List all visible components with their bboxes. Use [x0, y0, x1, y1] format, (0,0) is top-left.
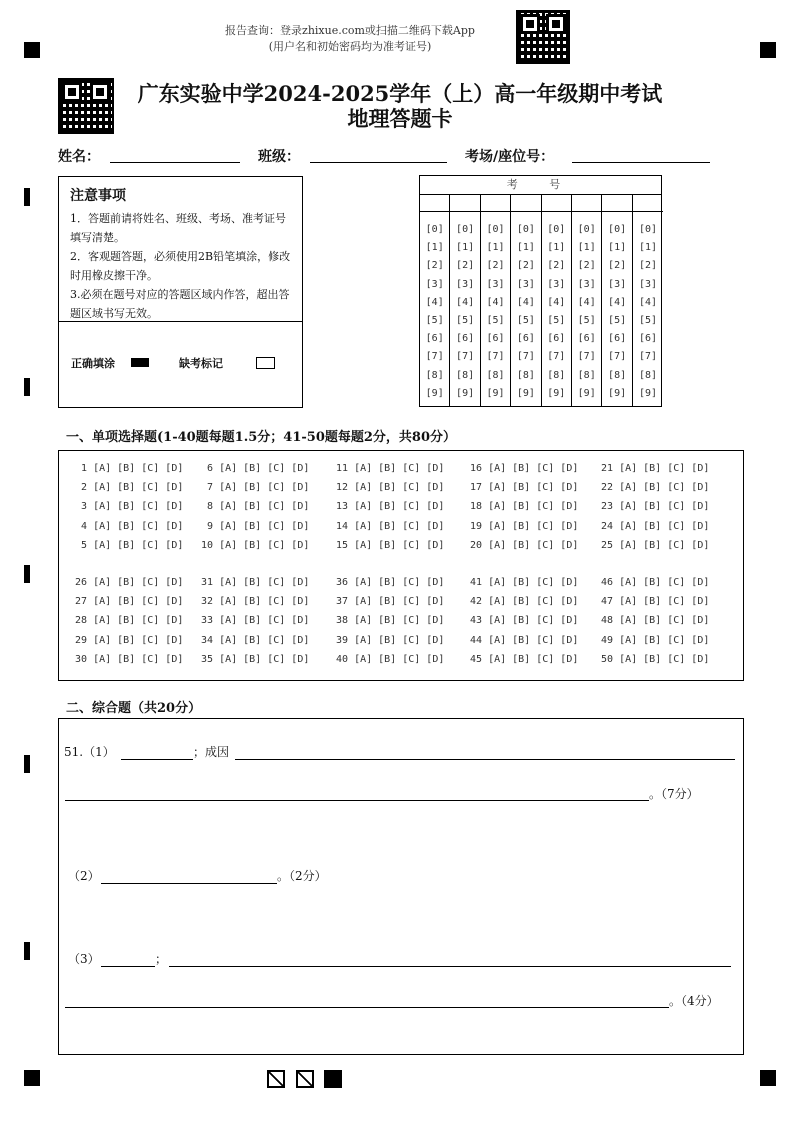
mc-question-row — [336, 615, 444, 626]
registration-mark-bottom-right — [760, 1070, 776, 1086]
exam-digit-bubble[interactable]: [0] — [486, 224, 505, 235]
exam-digit-bubble[interactable]: [1] — [516, 242, 535, 254]
mc-question-number: 1 — [75, 463, 94, 474]
mc-question-row — [75, 463, 183, 474]
q51-cause-label: ；成因 — [193, 745, 230, 759]
exam-digit-bubble[interactable]: [0] — [516, 224, 535, 235]
mc-option-bubbles[interactable]: [A] [B] [C] [D] — [354, 634, 445, 646]
exam-number-column — [572, 194, 602, 406]
mc-option-bubbles[interactable]: [A] [B] [C] [D] — [619, 482, 710, 494]
exam-digit-bubble[interactable]: [5] — [456, 315, 475, 326]
mc-question-number: 20 — [470, 539, 489, 551]
mc-option-bubbles[interactable]: [A] [B] [C] [D] — [219, 615, 310, 627]
name-field[interactable] — [110, 162, 240, 163]
mc-question-number: 24 — [601, 520, 620, 532]
exam-digit-bubble[interactable]: [1] — [456, 242, 475, 254]
exam-digit-bubble[interactable]: [3] — [516, 278, 535, 290]
mc-option-bubbles[interactable]: [A] [B] [C] [D] — [354, 539, 445, 551]
mc-question-number: 2 — [75, 482, 94, 494]
mc-question-row — [75, 596, 183, 607]
exam-digit-bubble[interactable]: [3] — [638, 278, 658, 290]
mc-option-bubbles[interactable]: [A] [B] [C] [D] — [93, 539, 184, 551]
mc-option-bubbles[interactable]: [A] [B] [C] [D] — [619, 539, 710, 551]
exam-digit-bubble[interactable]: [1] — [425, 242, 444, 254]
exam-number-write-cell[interactable] — [542, 194, 571, 212]
exam-digit-bubble[interactable]: [2] — [516, 260, 535, 272]
mc-option-bubbles[interactable]: [A] [B] [C] [D] — [93, 577, 184, 588]
mc-question-number: 16 — [470, 463, 489, 474]
mc-option-bubbles[interactable]: [A] [B] [C] [D] — [354, 520, 445, 532]
mc-question-row — [201, 482, 309, 493]
mc-question-number: 12 — [336, 482, 355, 494]
notice-item: 2．客观题答题，必须使用2B铅笔填涂，修改时用橡皮擦干净。 — [70, 250, 291, 282]
exam-digit-bubble[interactable]: [9] — [638, 387, 658, 399]
exam-number-column — [602, 194, 632, 406]
mc-question-number: 6 — [201, 463, 220, 474]
mc-question-row — [470, 577, 578, 588]
exam-number-column — [633, 194, 663, 406]
exam-digit-bubble[interactable]: [0] — [425, 224, 444, 235]
exam-digit-bubble[interactable]: [9] — [425, 387, 444, 399]
seat-label: 考场/座位号： — [465, 149, 555, 165]
mc-question-number: 19 — [470, 520, 489, 532]
mc-option-bubbles[interactable]: [A] [B] [C] [D] — [488, 634, 579, 646]
mc-option-bubbles[interactable]: [A] [B] [C] [D] — [93, 520, 184, 532]
exam-digit-bubble[interactable]: [0] — [638, 224, 658, 235]
exam-digit-bubble[interactable]: [6] — [547, 333, 566, 345]
mc-question-number: 26 — [75, 577, 94, 588]
mc-question-row — [75, 482, 183, 493]
q51-part2-label: （2） — [68, 869, 100, 883]
mc-question-row — [470, 615, 578, 626]
exam-digit-bubble[interactable]: [6] — [608, 333, 627, 345]
exam-digit-bubble[interactable]: [6] — [425, 333, 444, 345]
mc-option-bubbles[interactable]: [A] [B] [C] [D] — [219, 634, 310, 646]
mc-question-row — [470, 482, 578, 493]
page-subtitle: 地理答题卡 — [347, 106, 453, 131]
q51-score-2: 。（2分） — [277, 869, 327, 883]
mc-question-number: 15 — [336, 539, 355, 551]
mc-question-row — [601, 615, 709, 626]
mc-question-row — [470, 521, 578, 532]
exam-number-write-cell[interactable] — [481, 194, 510, 212]
mc-question-number: 18 — [470, 501, 489, 513]
mc-question-row — [336, 654, 444, 665]
mc-question-row — [336, 521, 444, 532]
mc-option-bubbles[interactable]: [A] [B] [C] [D] — [354, 482, 445, 494]
exam-digit-bubble[interactable]: [5] — [425, 315, 444, 326]
exam-digit-bubble[interactable]: [4] — [608, 296, 627, 308]
registration-mark-top-right — [760, 42, 776, 58]
filled-box-icon — [324, 1070, 342, 1088]
exam-digit-bubble[interactable]: [1] — [638, 242, 658, 254]
exam-digit-bubble[interactable]: [9] — [486, 387, 505, 399]
mc-option-bubbles[interactable]: [A] [B] [C] [D] — [488, 577, 579, 588]
mc-question-row — [201, 463, 309, 474]
mc-question-row — [470, 635, 578, 646]
mc-option-bubbles[interactable]: [A] [B] [C] [D] — [488, 482, 579, 494]
notice-box — [58, 176, 303, 408]
mc-question-number: 45 — [470, 653, 489, 665]
q51-part3-line-a[interactable] — [101, 966, 155, 967]
correct-fill-sample — [131, 358, 149, 367]
class-label: 班级： — [258, 149, 300, 165]
exam-digit-bubble[interactable]: [6] — [516, 333, 535, 345]
mc-option-bubbles[interactable]: [A] [B] [C] [D] — [219, 463, 310, 474]
mc-question-row — [75, 654, 183, 665]
exam-digit-bubble[interactable]: [8] — [425, 369, 444, 381]
class-field[interactable] — [310, 162, 447, 163]
mc-option-bubbles[interactable]: [A] [B] [C] [D] — [93, 482, 184, 494]
mc-option-bubbles[interactable]: [A] [B] [C] [D] — [219, 596, 310, 608]
exam-digit-bubble[interactable]: [9] — [516, 387, 535, 399]
exam-digit-bubble[interactable]: [3] — [577, 278, 596, 290]
mc-question-row — [336, 463, 444, 474]
exam-digit-bubble[interactable]: [8] — [608, 369, 627, 381]
mc-question-number: 29 — [75, 634, 94, 646]
mc-option-bubbles[interactable]: [A] [B] [C] [D] — [219, 482, 310, 494]
mc-option-bubbles[interactable]: [A] [B] [C] [D] — [488, 596, 579, 608]
exam-digit-bubble[interactable]: [4] — [577, 296, 596, 308]
mc-option-bubbles[interactable]: [A] [B] [C] [D] — [354, 596, 445, 608]
mc-question-row — [75, 577, 183, 588]
multiple-choice-box — [58, 450, 744, 681]
exam-digit-bubble[interactable]: [3] — [425, 278, 444, 290]
mc-question-number: 32 — [201, 596, 220, 608]
exam-digit-bubble[interactable]: [6] — [577, 333, 596, 345]
mc-question-number: 50 — [601, 653, 620, 665]
mc-option-bubbles[interactable]: [A] [B] [C] [D] — [354, 501, 445, 513]
report-query-note: 报告查询：登录zhixue.com或扫描二维码下载App — [225, 24, 475, 37]
exam-digit-bubble[interactable]: [5] — [608, 315, 627, 326]
mc-question-number: 43 — [470, 615, 489, 627]
absent-checkbox[interactable] — [256, 357, 275, 369]
exam-digit-bubble[interactable]: [5] — [547, 315, 566, 326]
mc-question-row — [75, 615, 183, 626]
mc-question-row — [601, 596, 709, 607]
mc-question-number: 31 — [201, 577, 220, 588]
q51-cause-line-2[interactable] — [65, 800, 649, 801]
exam-digit-bubble[interactable]: [0] — [608, 224, 627, 235]
mc-option-bubbles[interactable]: [A] [B] [C] [D] — [619, 615, 710, 627]
exam-digit-bubble[interactable]: [4] — [425, 296, 444, 308]
exam-digit-bubble[interactable]: [9] — [456, 387, 475, 399]
mc-option-bubbles[interactable]: [A] [B] [C] [D] — [488, 615, 579, 627]
absent-label: 缺考标记 — [179, 357, 223, 370]
mc-question-number: 49 — [601, 634, 620, 646]
mc-option-bubbles[interactable]: [A] [B] [C] [D] — [93, 615, 184, 627]
mc-question-row — [470, 654, 578, 665]
exam-number-write-cell[interactable] — [420, 194, 449, 212]
mc-question-number: 48 — [601, 615, 620, 627]
exam-digit-bubble[interactable]: [2] — [608, 260, 627, 272]
mc-question-row — [75, 540, 183, 551]
name-label: 姓名： — [58, 149, 100, 165]
exam-number-grid — [419, 175, 662, 407]
q51-part2-line[interactable] — [101, 883, 277, 884]
exam-number-column — [542, 194, 572, 406]
login-hint-note: (用户名和初始密码均为准考证号) — [268, 40, 432, 53]
mc-option-bubbles[interactable]: [A] [B] [C] [D] — [619, 577, 710, 588]
mc-option-bubbles[interactable]: [A] [B] [C] [D] — [619, 653, 710, 665]
mc-option-bubbles[interactable]: [A] [B] [C] [D] — [619, 501, 710, 513]
mc-question-number: 27 — [75, 596, 94, 608]
mc-question-row — [336, 635, 444, 646]
exam-digit-bubble[interactable]: [0] — [547, 224, 566, 235]
mc-question-row — [201, 654, 309, 665]
exam-number-column — [450, 194, 480, 406]
timing-mark — [24, 378, 30, 396]
exam-digit-bubble[interactable]: [5] — [486, 315, 505, 326]
exam-digit-bubble[interactable]: [2] — [547, 260, 566, 272]
exam-digit-bubble[interactable]: [7] — [608, 351, 627, 363]
q51-answer-line[interactable] — [121, 759, 193, 760]
notice-divider — [59, 321, 302, 322]
exam-digit-bubble[interactable]: [3] — [608, 278, 627, 290]
mc-question-row — [470, 463, 578, 474]
exam-digit-bubble[interactable]: [4] — [547, 296, 566, 308]
exam-digit-bubble[interactable]: [8] — [638, 369, 658, 381]
mc-question-row — [470, 596, 578, 607]
mc-option-bubbles[interactable]: [A] [B] [C] [D] — [354, 653, 445, 665]
q51-part3-label: （3） — [68, 952, 100, 966]
mc-question-number: 13 — [336, 501, 355, 513]
exam-digit-bubble[interactable]: [7] — [456, 351, 475, 363]
exam-digit-bubble[interactable]: [2] — [425, 260, 444, 272]
correct-fill-label: 正确填涂 — [71, 357, 115, 370]
section2-title: 二、综合题（共20分） — [66, 701, 202, 716]
mc-question-row — [470, 540, 578, 551]
q51-prefix: 51.（1） — [64, 745, 115, 759]
mc-option-bubbles[interactable]: [A] [B] [C] [D] — [219, 653, 310, 665]
exam-digit-bubble[interactable]: [4] — [456, 296, 475, 308]
q51-part3-separator: ； — [155, 952, 168, 966]
mc-question-number: 37 — [336, 596, 355, 608]
notice-item: 1．答题前请将姓名、班级、考场、准考证号填写清楚。 — [70, 212, 286, 244]
mc-option-bubbles[interactable]: [A] [B] [C] [D] — [354, 615, 445, 627]
exam-digit-bubble[interactable]: [1] — [577, 242, 596, 254]
mc-question-number: 17 — [470, 482, 489, 494]
exam-digit-bubble[interactable]: [5] — [577, 315, 596, 326]
q51-part3-line-b[interactable] — [169, 966, 731, 967]
mc-question-row — [601, 540, 709, 551]
exam-digit-bubble[interactable]: [6] — [456, 333, 475, 345]
exam-number-write-cell[interactable] — [450, 194, 479, 212]
mc-question-number: 11 — [336, 463, 355, 474]
mc-question-number: 22 — [601, 482, 620, 494]
mc-question-row — [201, 577, 309, 588]
page-title: 广东实验中学2024-2025学年（上）高一年级期中考试 — [137, 81, 663, 106]
exam-digit-bubble[interactable]: [5] — [516, 315, 535, 326]
mc-question-number: 28 — [75, 615, 94, 627]
exam-number-column — [511, 194, 541, 406]
mc-question-row — [601, 463, 709, 474]
exam-digit-bubble[interactable]: [8] — [456, 369, 475, 381]
exam-digit-bubble[interactable]: [7] — [638, 351, 658, 363]
mc-question-row — [601, 635, 709, 646]
comprehensive-answer-box — [58, 718, 744, 1055]
mc-question-row — [75, 635, 183, 646]
crossed-box-icon — [296, 1070, 314, 1088]
mc-question-row — [75, 521, 183, 532]
mc-question-number: 21 — [601, 463, 620, 474]
mc-option-bubbles[interactable]: [A] [B] [C] [D] — [93, 501, 184, 513]
exam-number-column — [481, 194, 511, 406]
mc-question-number: 3 — [75, 501, 94, 513]
mc-question-row — [201, 501, 309, 512]
mc-question-row — [601, 654, 709, 665]
mc-question-number: 40 — [336, 653, 355, 665]
exam-digit-bubble[interactable]: [7] — [577, 351, 596, 363]
mc-option-bubbles[interactable]: [A] [B] [C] [D] — [488, 539, 579, 551]
timing-mark — [24, 755, 30, 773]
exam-digit-bubble[interactable]: [6] — [638, 333, 658, 345]
mc-option-bubbles[interactable]: [A] [B] [C] [D] — [488, 463, 579, 474]
mc-question-row — [601, 577, 709, 588]
notice-item: 3.必须在题号对应的答题区域内作答，超出答题区域书写无效。 — [70, 288, 290, 320]
exam-digit-bubble[interactable]: [2] — [456, 260, 475, 272]
mc-option-bubbles[interactable]: [A] [B] [C] [D] — [619, 634, 710, 646]
mc-question-row — [336, 482, 444, 493]
mc-question-row — [601, 482, 709, 493]
exam-digit-bubble[interactable]: [8] — [547, 369, 566, 381]
mc-question-row — [336, 540, 444, 551]
exam-digit-bubble[interactable]: [7] — [547, 351, 566, 363]
mc-question-row — [601, 521, 709, 532]
mc-option-bubbles[interactable]: [A] [B] [C] [D] — [619, 463, 710, 474]
exam-digit-bubble[interactable]: [8] — [516, 369, 535, 381]
exam-digit-bubble[interactable]: [3] — [456, 278, 475, 290]
mc-question-number: 34 — [201, 634, 220, 646]
exam-digit-bubble[interactable]: [4] — [638, 296, 658, 308]
exam-digit-bubble[interactable]: [9] — [547, 387, 566, 399]
exam-number-column — [420, 194, 450, 406]
exam-digit-bubble[interactable]: [5] — [638, 315, 658, 326]
mc-question-number: 38 — [336, 615, 355, 627]
q51-part3-line-c[interactable] — [65, 1007, 669, 1008]
mc-question-number: 30 — [75, 653, 94, 665]
crossed-box-icon — [267, 1070, 285, 1088]
mc-question-row — [201, 615, 309, 626]
exam-digit-bubble[interactable]: [6] — [486, 333, 505, 345]
mc-question-row — [601, 501, 709, 512]
exam-number-header: 考 号 — [420, 176, 661, 195]
notice-title: 注意事项 — [70, 188, 126, 204]
exam-digit-bubble[interactable]: [2] — [577, 260, 596, 272]
exam-digit-bubble[interactable]: [3] — [486, 278, 505, 290]
mc-question-number: 42 — [470, 596, 489, 608]
mc-option-bubbles[interactable]: [A] [B] [C] [D] — [93, 463, 184, 474]
mc-question-number: 41 — [470, 577, 489, 588]
mc-option-bubbles[interactable]: [A] [B] [C] [D] — [219, 577, 310, 588]
mc-question-number: 44 — [470, 634, 489, 646]
timing-mark — [24, 942, 30, 960]
exam-digit-bubble[interactable]: [8] — [486, 369, 505, 381]
mc-option-bubbles[interactable]: [A] [B] [C] [D] — [488, 520, 579, 532]
q51-cause-line[interactable] — [235, 759, 735, 760]
mc-question-number: 4 — [75, 520, 94, 532]
mc-question-number: 23 — [601, 501, 620, 513]
exam-digit-bubble[interactable]: [2] — [638, 260, 658, 272]
exam-digit-bubble[interactable]: [1] — [547, 242, 566, 254]
exam-number-write-cell[interactable] — [511, 194, 540, 212]
mc-question-number: 10 — [201, 539, 220, 551]
mc-option-bubbles[interactable]: [A] [B] [C] [D] — [93, 653, 184, 665]
exam-digit-bubble[interactable]: [1] — [486, 242, 505, 254]
timing-mark — [24, 188, 30, 206]
exam-digit-bubble[interactable]: [9] — [577, 387, 596, 399]
seat-field[interactable] — [572, 162, 710, 163]
section1-title: 一、单项选择题(1-40题每题1.5分；41-50题每题2分，共80分） — [66, 430, 457, 445]
mc-question-number: 39 — [336, 634, 355, 646]
mc-option-bubbles[interactable]: [A] [B] [C] [D] — [488, 653, 579, 665]
exam-digit-bubble[interactable]: [7] — [425, 351, 444, 363]
mc-question-row — [201, 596, 309, 607]
exam-digit-bubble[interactable]: [1] — [608, 242, 627, 254]
mc-option-bubbles[interactable]: [A] [B] [C] [D] — [219, 501, 310, 513]
q51-score-3: 。（4分） — [669, 994, 719, 1008]
mc-option-bubbles[interactable]: [A] [B] [C] [D] — [488, 501, 579, 513]
mc-option-bubbles[interactable]: [A] [B] [C] [D] — [93, 634, 184, 646]
exam-digit-bubble[interactable]: [0] — [456, 224, 475, 235]
mc-question-number: 25 — [601, 539, 620, 551]
mc-question-row — [470, 501, 578, 512]
mc-option-bubbles[interactable]: [A] [B] [C] [D] — [619, 596, 710, 608]
mc-question-row — [75, 501, 183, 512]
mc-question-row — [336, 596, 444, 607]
mc-question-row — [336, 577, 444, 588]
mc-question-number: 9 — [201, 520, 220, 532]
mc-question-number: 47 — [601, 596, 620, 608]
exam-digit-bubble[interactable]: [7] — [516, 351, 535, 363]
exam-digit-bubble[interactable]: [7] — [486, 351, 505, 363]
q51-score-1: 。（7分） — [649, 787, 699, 801]
exam-digit-bubble[interactable]: [0] — [577, 224, 596, 235]
mc-question-number: 7 — [201, 482, 220, 494]
mc-option-bubbles[interactable]: [A] [B] [C] [D] — [219, 520, 310, 532]
mc-question-number: 33 — [201, 615, 220, 627]
exam-digit-bubble[interactable]: [4] — [516, 296, 535, 308]
exam-number-write-cell[interactable] — [602, 194, 631, 212]
mc-option-bubbles[interactable]: [A] [B] [C] [D] — [219, 539, 310, 551]
mc-question-row — [201, 540, 309, 551]
mc-question-row — [336, 501, 444, 512]
mc-question-number: 46 — [601, 577, 620, 588]
mc-question-number: 5 — [75, 539, 94, 551]
mc-question-row — [201, 635, 309, 646]
exam-digit-bubble[interactable]: [8] — [577, 369, 596, 381]
mc-question-row — [201, 521, 309, 532]
mc-question-number: 35 — [201, 653, 220, 665]
exam-number-write-cell[interactable] — [572, 194, 601, 212]
exam-digit-bubble[interactable]: [2] — [486, 260, 505, 272]
exam-number-write-cell[interactable] — [633, 194, 663, 212]
timing-mark — [24, 565, 30, 583]
exam-digit-bubble[interactable]: [9] — [608, 387, 627, 399]
mc-option-bubbles[interactable]: [A] [B] [C] [D] — [354, 463, 445, 474]
registration-mark-bottom-left — [24, 1070, 40, 1086]
mc-option-bubbles[interactable]: [A] [B] [C] [D] — [93, 596, 184, 608]
exam-digit-bubble[interactable]: [4] — [486, 296, 505, 308]
mc-question-number: 14 — [336, 520, 355, 532]
mc-question-number: 36 — [336, 577, 355, 588]
mc-option-bubbles[interactable]: [A] [B] [C] [D] — [619, 520, 710, 532]
exam-digit-bubble[interactable]: [3] — [547, 278, 566, 290]
mc-option-bubbles[interactable]: [A] [B] [C] [D] — [354, 577, 445, 588]
mc-question-number: 8 — [201, 501, 220, 513]
